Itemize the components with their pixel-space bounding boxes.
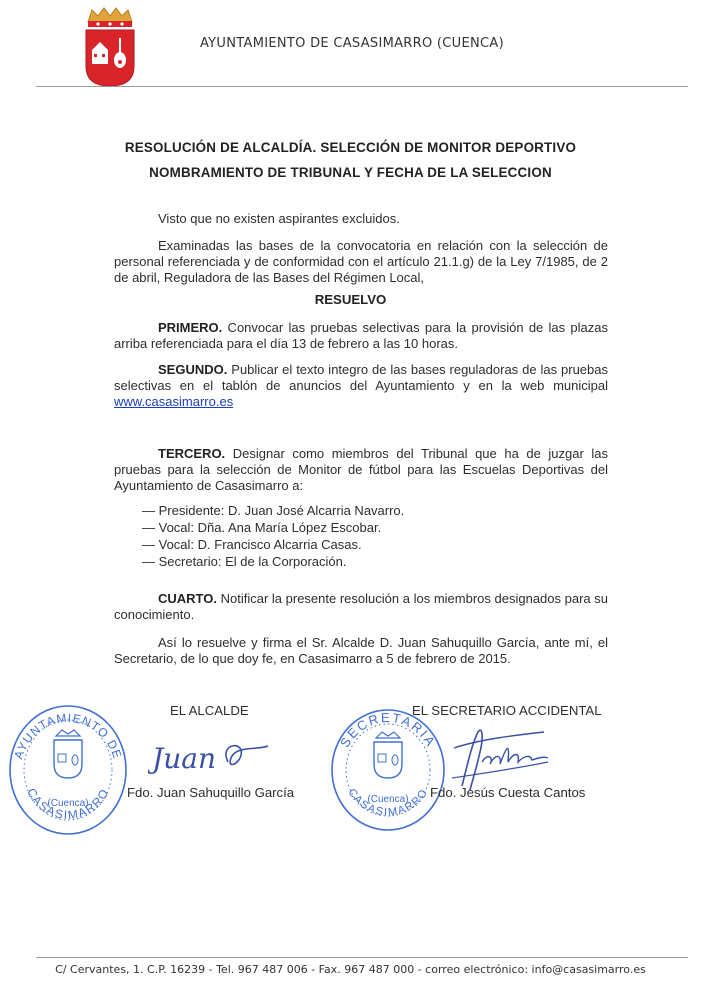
primero-label: PRIMERO. [158,320,223,335]
secretario-title: EL SECRETARIO ACCIDENTAL [412,703,602,718]
tribunal-member: — Vocal: D. Francisco Alcarria Casas. [142,537,362,552]
coat-of-arms-logo [82,4,138,88]
header-divider [36,86,688,87]
secretaria-stamp [326,706,450,834]
footer-contact: C/ Cervantes, 1. C.P. 16239 - Tel. 967 487 006 - Fax. 967 487 000 - correo electrónico: info@casasimarro.es [55,963,646,976]
cuarto-text: Notificar la presente resolución a los miembros designados para su conocimiento. [114,591,608,622]
paragraph-closing: Así lo resuelve y firma el Sr. Alcalde D. Juan Sahuquillo García, ante mí, el Secretario, de lo que doy fe, en Casasimarro a 5 de febrero de 2015. [114,635,608,666]
paragraph-tercero [114,446,608,494]
tercero-text: Designar como miembros del Tribunal que ha de juzgar las pruebas para la selección de Monitor de fútbol para las Escuelas Deportivas del Ayuntamiento de Casasimarro a: [114,446,608,493]
paragraph-cuarto [114,591,608,623]
segundo-text: Publicar el texto integro de las bases reguladoras de las pruebas selectivas en el tablón de anuncios del Ayuntamiento y en la web municipal [114,362,608,393]
alcalde-signature [148,732,278,780]
tribunal-member: — Presidente: D. Juan José Alcarria Navarro. [142,503,405,518]
alcalde-signature-text: Juan [152,742,216,775]
stamp2-center-text: (Cuenca) [367,794,409,805]
stamp1-center-text: (Cuenca) [47,798,89,809]
stamp2-bottom-text: CASASIMARRO [345,786,431,819]
alcalde-name: Fdo. Juan Sahuquillo García [127,785,295,800]
municipal-website-link[interactable]: www.casasimarro.es [114,394,234,409]
stamp1-bottom-text: CASASIMARRO [24,785,112,823]
ayuntamiento-stamp [6,702,130,838]
segundo-label: SEGUNDO. [158,362,228,377]
secretario-signature [448,722,568,794]
document-title-line1: RESOLUCIÓN DE ALCALDÍA. SELECCIÓN DE MONITOR DEPORTIVO [124,140,577,155]
stamp1-top-text: AYUNTAMIENTO DE [11,710,125,761]
footer-divider [36,957,688,958]
paragraph-segundo [114,362,608,410]
stamp2-top-text: SECRETARIA [336,709,440,750]
svg-text:SECRETARIA [337,710,439,750]
resuelvo-heading: RESUELVO [314,292,387,307]
paragraph-excluded: Visto que no existen aspirantes excluidos. [158,211,400,226]
secretario-name: Fdo. Jesús Cuesta Cantos [430,785,586,800]
primero-text: Convocar las pruebas selectivas para la provisión de las plazas arriba referenciada para el día 13 de febrero a las 10 horas. [114,320,608,351]
tribunal-member: — Secretario: El de la Corporación. [142,554,347,569]
document-title-line2: NOMBRAMIENTO DE TRIBUNAL Y FECHA DE LA SELECCION [149,165,552,180]
paragraph-primero [114,320,608,352]
tercero-label: TERCERO. [158,446,226,461]
paragraph-examined: Examinadas las bases de la convocatoria en relación con la selección de personal referenciada y de conformidad con el artículo 21.1.g) de la Ley 7/1985, de 2 de abril, Reguladora de las Bases del Régimen Local, [114,238,608,285]
tribunal-member: — Vocal: Dña. Ana María López Escobar. [142,520,382,535]
cuarto-label: CUARTO. [158,591,217,606]
header-title: AYUNTAMIENTO DE CASASIMARRO (CUENCA) [200,36,504,51]
alcalde-title: EL ALCALDE [170,703,249,718]
